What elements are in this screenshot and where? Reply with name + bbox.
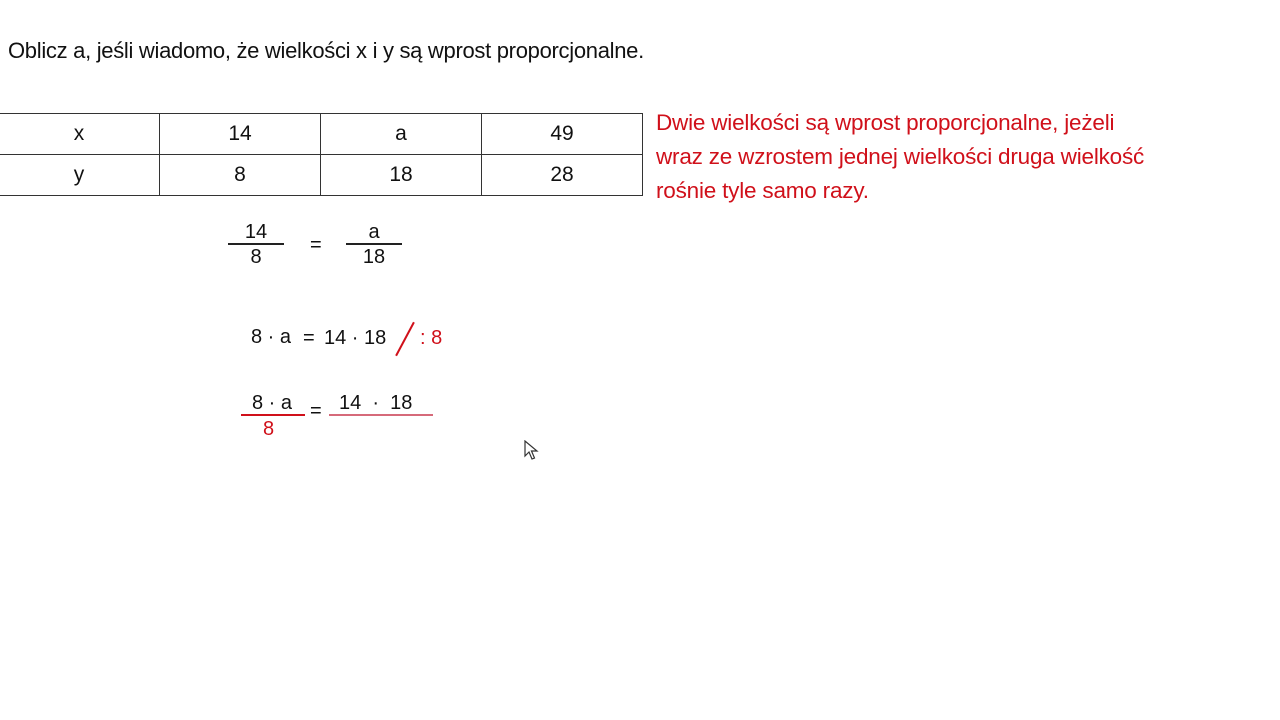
mouse-pointer-icon [524,440,540,462]
task-title: Oblicz a, jeśli wiadomo, że wielkości x i y są wprost proporcjonalne. [8,38,644,63]
table-cell: 8 [160,155,321,196]
table-cell: 14 [160,114,321,155]
table-row-y [0,155,643,196]
equals-sign: = [310,234,322,256]
table-cell: 49 [482,114,643,155]
numerator: 14 [244,221,268,243]
division-operation: : 8 [420,327,443,349]
table-cell: y [0,155,160,196]
table-cell: x [0,114,160,155]
step3-right-numerator: 14 · 18 [339,392,413,414]
fraction-a-18 [346,221,402,269]
step3-left-numerator: 8 · a [252,392,293,414]
definition-note [656,106,1144,208]
definition-line: wraz ze wzrostem jednej wielkości druga wielkość [656,144,1145,169]
division-slash [395,322,415,356]
table-cell: 28 [482,155,643,196]
table-row-x [0,114,643,155]
step3-left-denominator: 8 [263,418,275,440]
table-cell: 18 [321,155,482,196]
fraction-bar-pink [329,414,433,416]
denominator: 8 [250,246,262,268]
fraction-bar-red [241,414,305,416]
values-table [0,113,643,196]
equation-right: 14 · 18 [324,327,387,349]
equals-sign: = [310,400,322,422]
equation-left: 8 · a [251,326,292,348]
definition-line: Dwie wielkości są wprost proporcjonalne, jeżeli [656,110,1115,135]
definition-line: rośnie tyle samo razy. [656,178,869,203]
numerator: a [368,221,380,243]
table-cell: a [321,114,482,155]
fraction-14-8 [228,221,284,269]
denominator: 18 [362,246,386,268]
equals-sign: = [303,327,315,349]
